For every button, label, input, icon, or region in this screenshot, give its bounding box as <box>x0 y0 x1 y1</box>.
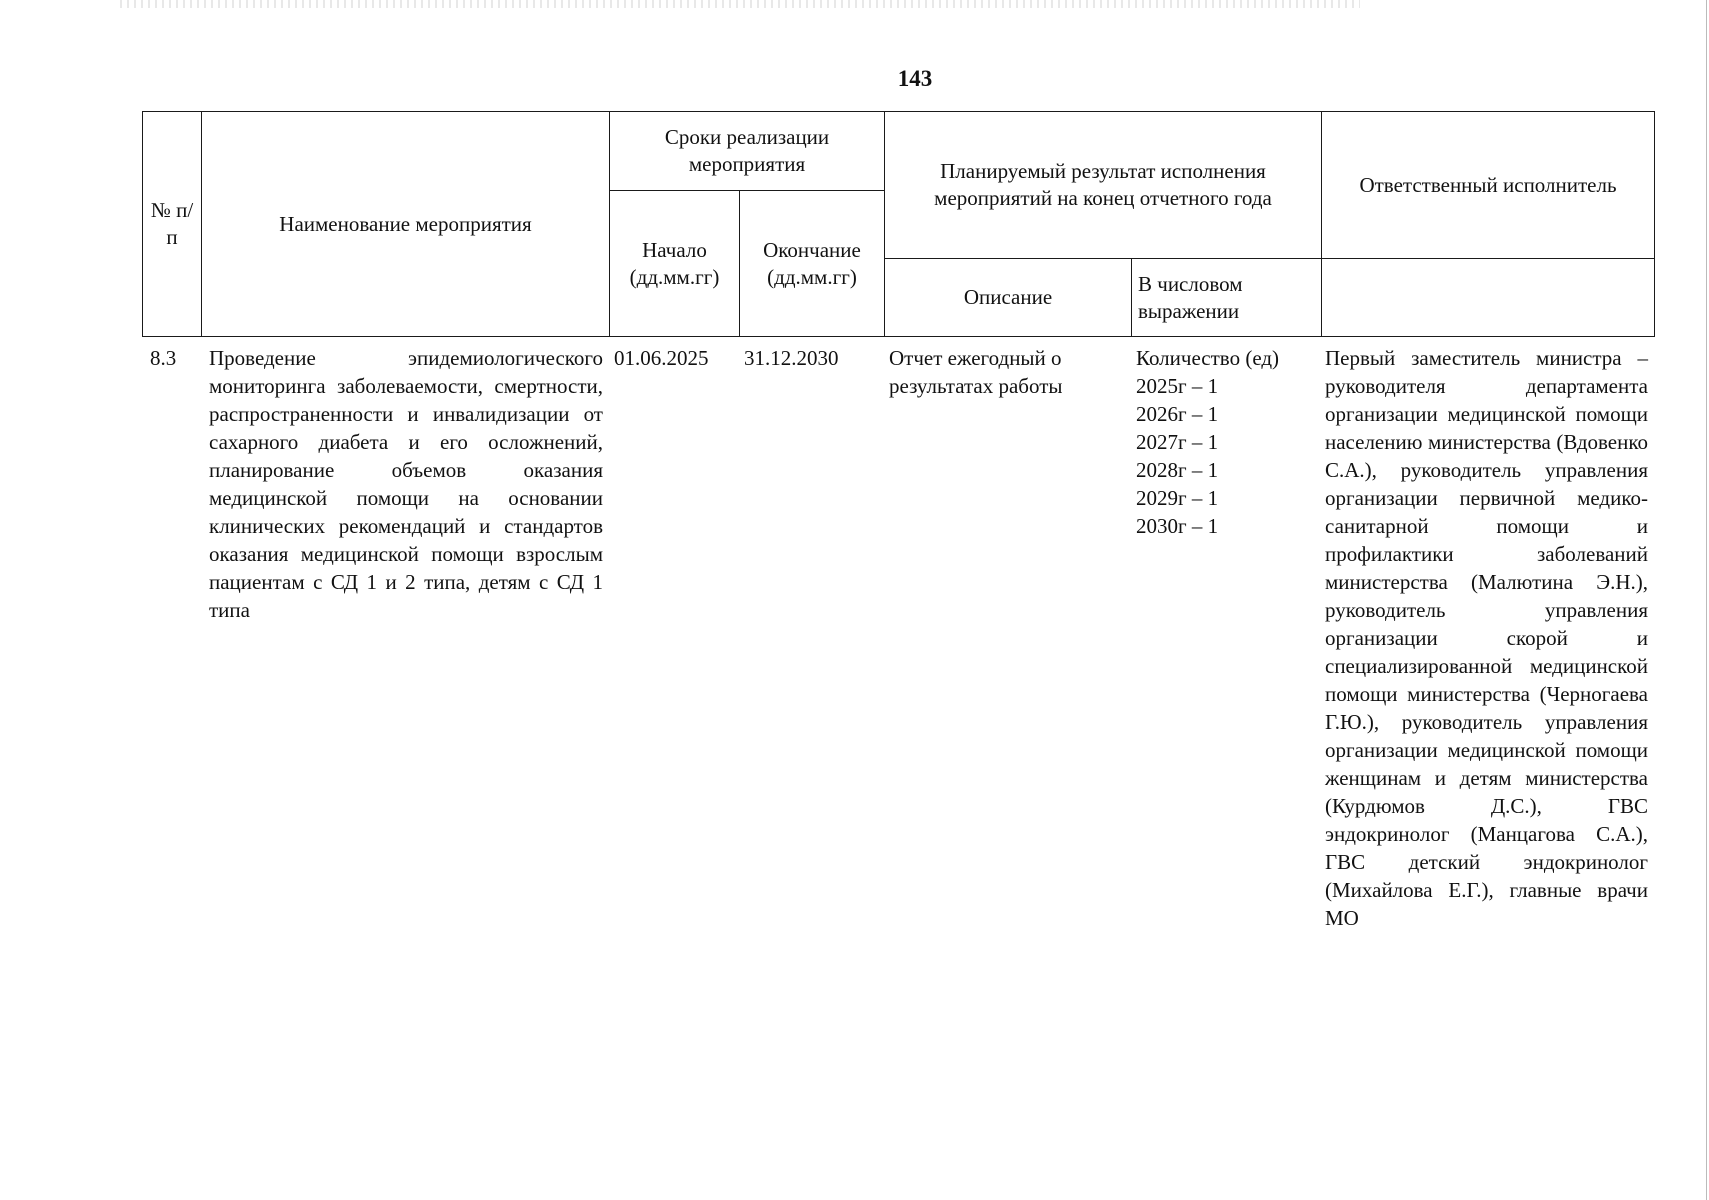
page-edge <box>1706 0 1707 1200</box>
header-end: Окончание (дд.мм.гг) <box>740 191 885 337</box>
page-number: 143 <box>897 66 933 91</box>
row-activity-name: Проведение эпидемиологического мониторинга заболеваемости, смертности, распространенности и инвалидизации от сахарного диабета и его осложнений, планирование объемов оказания медицинской помощи на основании клинических рекомендаций и стандартов оказания медицинской помощи взрослым пациентам с СД 1 и 2 типа, детям с СД 1 типа <box>209 346 603 622</box>
header-empty-cell <box>1322 259 1655 337</box>
row-end-date: 31.12.2030 <box>744 346 839 370</box>
numeric-line-2025: 2025г – 1 <box>1136 374 1219 398</box>
numeric-line-2026: 2026г – 1 <box>1136 402 1219 426</box>
header-name: Наименование мероприятия <box>202 112 610 337</box>
header-numeric: В числовом выражении <box>1132 259 1322 337</box>
header-description: Описание <box>885 259 1132 337</box>
header-planned-result: Планируемый результат исполнения мероприятий на конец отчетного года <box>885 112 1322 259</box>
header-num: № п/п <box>143 112 202 337</box>
header-terms: Сроки реализации мероприятия <box>610 112 885 191</box>
row-responsible: Первый заместитель министра – руководителя департамента организации медицинской помощи населению министерства (Вдовенко С.А.), руководитель управления организации первичной медико-санитарной помощи и профилактики заболеваний министерства (Малютина Э.Н.), руководитель управления организации скорой и специализированной медицинской помощи министерства (Черногаева Г.Ю.), руководитель управления организации медицинской помощи женщинам и детям министерства (Курдюмов Д.С.), ГВС эндокринолог (Манцагова С.А.), ГВС детский эндокринолог (Михайлова Е.Г.), главные врачи МО <box>1325 346 1648 930</box>
row-description: Отчет ежегодный о результатах работы <box>889 346 1063 398</box>
numeric-line-2027: 2027г – 1 <box>1136 430 1219 454</box>
scan-noise <box>120 0 1360 8</box>
numeric-line-2028: 2028г – 1 <box>1136 458 1219 482</box>
table-header <box>142 111 1655 337</box>
numeric-line-2030: 2030г – 1 <box>1136 514 1219 538</box>
header-start: Начало (дд.мм.гг) <box>610 191 740 337</box>
row-number: 8.3 <box>150 346 177 370</box>
row-start-date: 01.06.2025 <box>614 346 709 370</box>
numeric-line-unit: Количество (ед) <box>1136 346 1280 370</box>
header-responsible: Ответственный исполнитель <box>1322 112 1655 259</box>
numeric-line-2029: 2029г – 1 <box>1136 486 1219 510</box>
row-numeric-values <box>1136 344 1318 540</box>
